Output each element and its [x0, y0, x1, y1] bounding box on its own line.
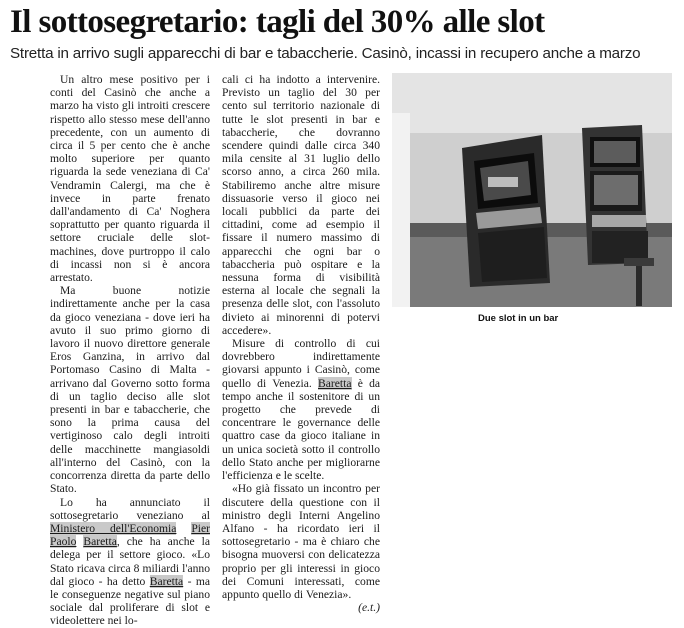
highlight-name-paolo: Paolo [50, 535, 77, 549]
article-column-1 [50, 73, 210, 628]
highlight-name-pier: Pier [191, 521, 210, 535]
paragraph [222, 482, 380, 615]
text-segment: Lo ha annunciato il sottosegretario veneziano al [50, 495, 210, 522]
highlight-ministry: Ministero dell'Economia [50, 521, 177, 535]
highlight-name-baretta: Baretta [83, 535, 117, 549]
highlight-name-baretta: Baretta [318, 376, 352, 390]
paragraph: Un altro mese positivo per i conti del Casinò che anche a marzo ha visto gli introiti crescere rispetto allo stesso mese dell'anno precedente, con un aumento di circa il 5 per cento che è anche molto superiore per quanto riguarda la sede veneziana di Ca' Vendramin Calergi, ma che è invece in parte frenato dall'andamento di Ca' Noghera soprattutto per quanto riguarda il settore cruciale delle slot-machines, dove purtroppo il calo di incassi non si è ancora arrestato. [50, 73, 210, 285]
paragraph [50, 496, 210, 628]
subheadline: Stretta in arrivo sugli apparecchi di bar e tabaccherie. Casinò, incassi in recupero anche a marzo [10, 45, 641, 62]
article-column-2 [222, 73, 380, 614]
text-segment: «Ho già fissato un incontro per discutere della questione con il ministro degli Interni Angelino Alfano - ha ricordato ieri il sottosegretario - ma è chiaro che bisogna muoversi con delicatezza proprio per gli interessi in gioco dei Comuni interessati, come appunto quello di Venezia». [222, 482, 380, 601]
paragraph: cali ci ha indotto a intervenire. Previsto un taglio del 30 per cento sul territorio nazionale di tutte le slot presenti in bar e tabaccherie, che dovranno scendere quindi dalle circa 340 mila censite al 31 luglio dello scorso anno, a circa 260 mila. Stabiliremo anche altre misure dissuasorie verso il gioco nei locali pubblici da parte dei cittadini, come ad esempio il fissare il numero massimo di apparecchi che ogni bar o tabaccheria può ospitare e la nessuna forma di visibilità esterna al locale che segnali la presenza delle slot, con l'assoluto divieto ai minorenni di potervi accedere». [222, 73, 380, 337]
text-segment: è da tempo anche il sostenitore di un progetto che prevede di concentrare le governance delle quattro case da gioco italiane in un unica società sotto il controllo dello Stato anche per migliorarne l'efficienza e le scelte. [222, 376, 381, 483]
author-signature: (e.t.) [358, 601, 380, 615]
text-segment: Misure di controllo di cui dovrebbero indirettamente giovarsi appunto i Casinò, come quello di Venezia. [222, 337, 380, 390]
slot-machines-illustration [392, 73, 672, 307]
photo-caption: Due slot in un bar [478, 313, 559, 324]
paragraph [222, 337, 380, 482]
highlight-name-baretta: Baretta [149, 574, 184, 588]
photo-slot-machines [392, 73, 672, 307]
paragraph: Ma buone notizie indirettamente anche per la casa da gioco veneziana - dove ieri ha avuto il suo primo giorno di lavoro il nuovo direttore generale Eros Ganzina, in arrivo dal Portomaso Casino di Malta - arrivano dal Governo sotto forma di un taglio deciso alle slot presenti in bar e tabaccherie, che sono la prima causa del vertiginoso calo degli introiti delle macchinette mangiasoldi all'interno del Casinò, con la concorrenza diretta da parte dello Stato. [50, 284, 210, 496]
text-segment: - ma le conseguenze negative sul piano sociale dal proliferare di slot e videolettere nei lo- [50, 574, 210, 628]
text-segment: , che ha anche la delega per il settore gioco. «Lo Stato ricava circa 8 miliardi l'anno dal gioco - ha detto [50, 535, 210, 588]
headline: Il sottosegretario: tagli del 30% alle slot [10, 4, 545, 40]
